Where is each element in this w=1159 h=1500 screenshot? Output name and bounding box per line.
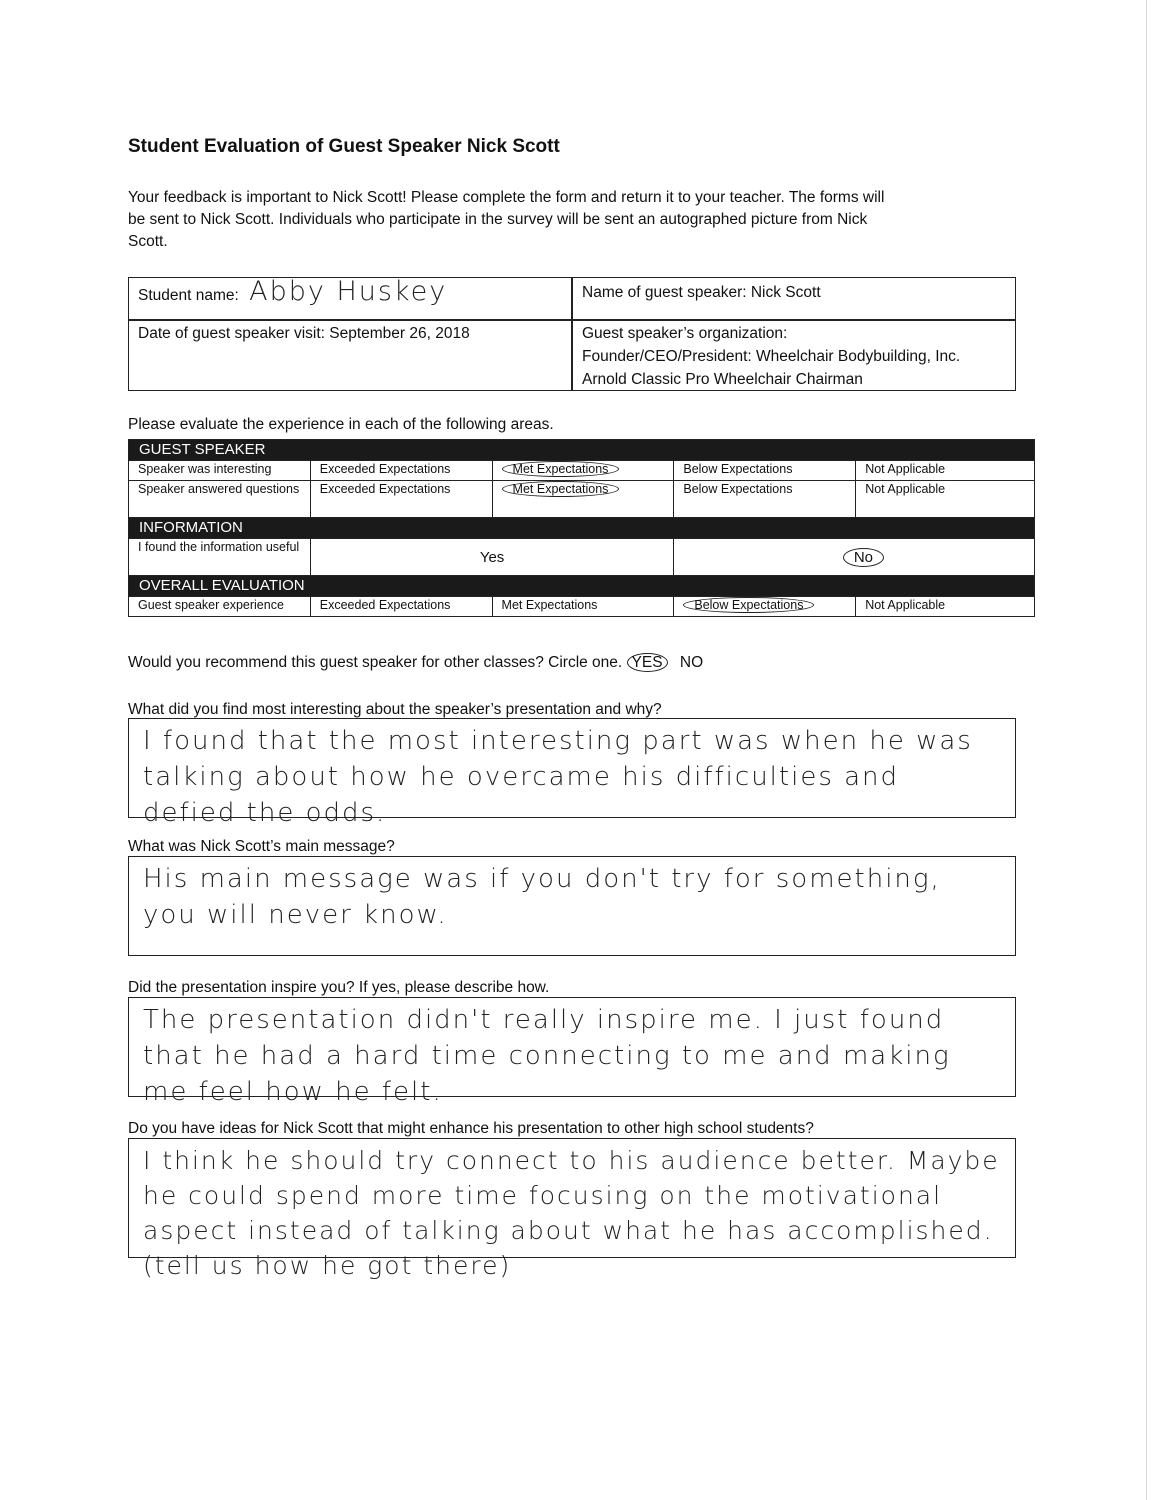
option-exceeded[interactable]: Exceeded Expectations [310, 481, 492, 518]
page-edge [1146, 0, 1147, 1500]
selected-option-circle: Met Expectations [502, 461, 620, 477]
visit-date: Date of guest speaker visit: September 26, 2018 [138, 325, 470, 342]
intro-line: Your feedback is important to Nick Scott! Please complete the form and return it to your teacher. The forms will [128, 189, 885, 206]
info-box [128, 277, 1016, 391]
handwritten-answer: The presentation didn't really inspire me. I just found that he had a hard time connecting to me and making me feel how he felt. [143, 1005, 951, 1107]
recommend-question [128, 654, 703, 672]
option-below[interactable]: Below Expectations [674, 481, 856, 518]
answer-box[interactable] [128, 1138, 1016, 1280]
option-below[interactable] [674, 597, 856, 617]
section-header-overall [129, 576, 1035, 597]
option-exceeded[interactable]: Exceeded Expectations [310, 597, 492, 617]
row-label: Speaker answered questions [129, 481, 311, 518]
answer-box[interactable] [128, 997, 1016, 1107]
intro-line: Scott. [128, 233, 168, 250]
organization-line: Founder/CEO/President: Wheelchair Bodybuilding, Inc. [582, 348, 961, 365]
answer-box[interactable] [128, 856, 1016, 956]
table-row [129, 461, 1035, 481]
evaluation-prompt: Please evaluate the experience in each of the following areas. [128, 416, 554, 433]
student-name-value: Abby Huskey [249, 276, 448, 307]
option-met[interactable]: Met Expectations [492, 597, 674, 617]
recommend-no[interactable]: NO [679, 654, 704, 671]
student-name-label: Student name: [138, 287, 239, 304]
table-row [129, 481, 1035, 518]
divider [129, 319, 1015, 321]
option-exceeded[interactable]: Exceeded Expectations [310, 461, 492, 481]
handwritten-answer: I think he should try connect to his audience better. Maybe he could spend more time focusing on the motivational aspect instead of talking about what he has accomplished. (tell us how he got there) [143, 1146, 1000, 1280]
selected-option-circle: Below Expectations [683, 597, 814, 613]
option-na[interactable]: Not Applicable [856, 461, 1035, 481]
section-header-information [129, 518, 1035, 539]
evaluation-table [128, 439, 1035, 617]
question-label: What did you find most interesting about the speaker’s presentation and why? [128, 701, 662, 718]
section-title: INFORMATION [129, 518, 1035, 539]
option-no[interactable] [674, 539, 1035, 576]
option-met[interactable] [492, 461, 674, 481]
option-met[interactable] [492, 481, 674, 518]
question-label: What was Nick Scott’s main message? [128, 838, 395, 855]
option-na[interactable]: Not Applicable [856, 597, 1035, 617]
row-label: Speaker was interesting [129, 461, 311, 481]
organization [582, 322, 960, 391]
handwritten-answer: I found that the most interesting part was when he was talking about how he overcame his difficulties and defied the odds. [143, 726, 973, 828]
selected-option-circle: No [843, 548, 884, 567]
question-label: Do you have ideas for Nick Scott that might enhance his presentation to other high school students? [128, 1120, 814, 1137]
section-title: GUEST SPEAKER [129, 440, 1035, 461]
table-row [129, 597, 1035, 617]
recommend-label: Would you recommend this guest speaker for other classes? Circle one. [128, 654, 623, 671]
answer-box[interactable] [128, 718, 1016, 828]
divider [571, 278, 573, 390]
intro-line: be sent to Nick Scott. Individuals who participate in the survey will be sent an autographed picture from Nick [128, 211, 868, 228]
question-label: Did the presentation inspire you? If yes, please describe how. [128, 979, 550, 996]
row-label: I found the information useful [129, 539, 311, 576]
selected-option-circle: Met Expectations [502, 481, 620, 497]
section-header-guest-speaker [129, 440, 1035, 461]
organization-label: Guest speaker’s organization: [582, 325, 788, 342]
option-yes[interactable]: Yes [310, 539, 674, 576]
handwritten-answer: His main message was if you don't try for something, you will never know. [143, 864, 941, 930]
row-label: Guest speaker experience [129, 597, 311, 617]
student-name-field[interactable] [138, 276, 448, 307]
form-intro [128, 187, 1008, 253]
option-na[interactable]: Not Applicable [856, 481, 1035, 518]
form-title: Student Evaluation of Guest Speaker Nick Scott [128, 136, 560, 157]
recommend-yes[interactable]: YES [627, 653, 668, 672]
speaker-name: Name of guest speaker: Nick Scott [582, 284, 821, 301]
section-title: OVERALL EVALUATION [129, 576, 1035, 597]
option-below[interactable]: Below Expectations [674, 461, 856, 481]
organization-line: Arnold Classic Pro Wheelchair Chairman [582, 371, 863, 388]
table-row [129, 539, 1035, 576]
